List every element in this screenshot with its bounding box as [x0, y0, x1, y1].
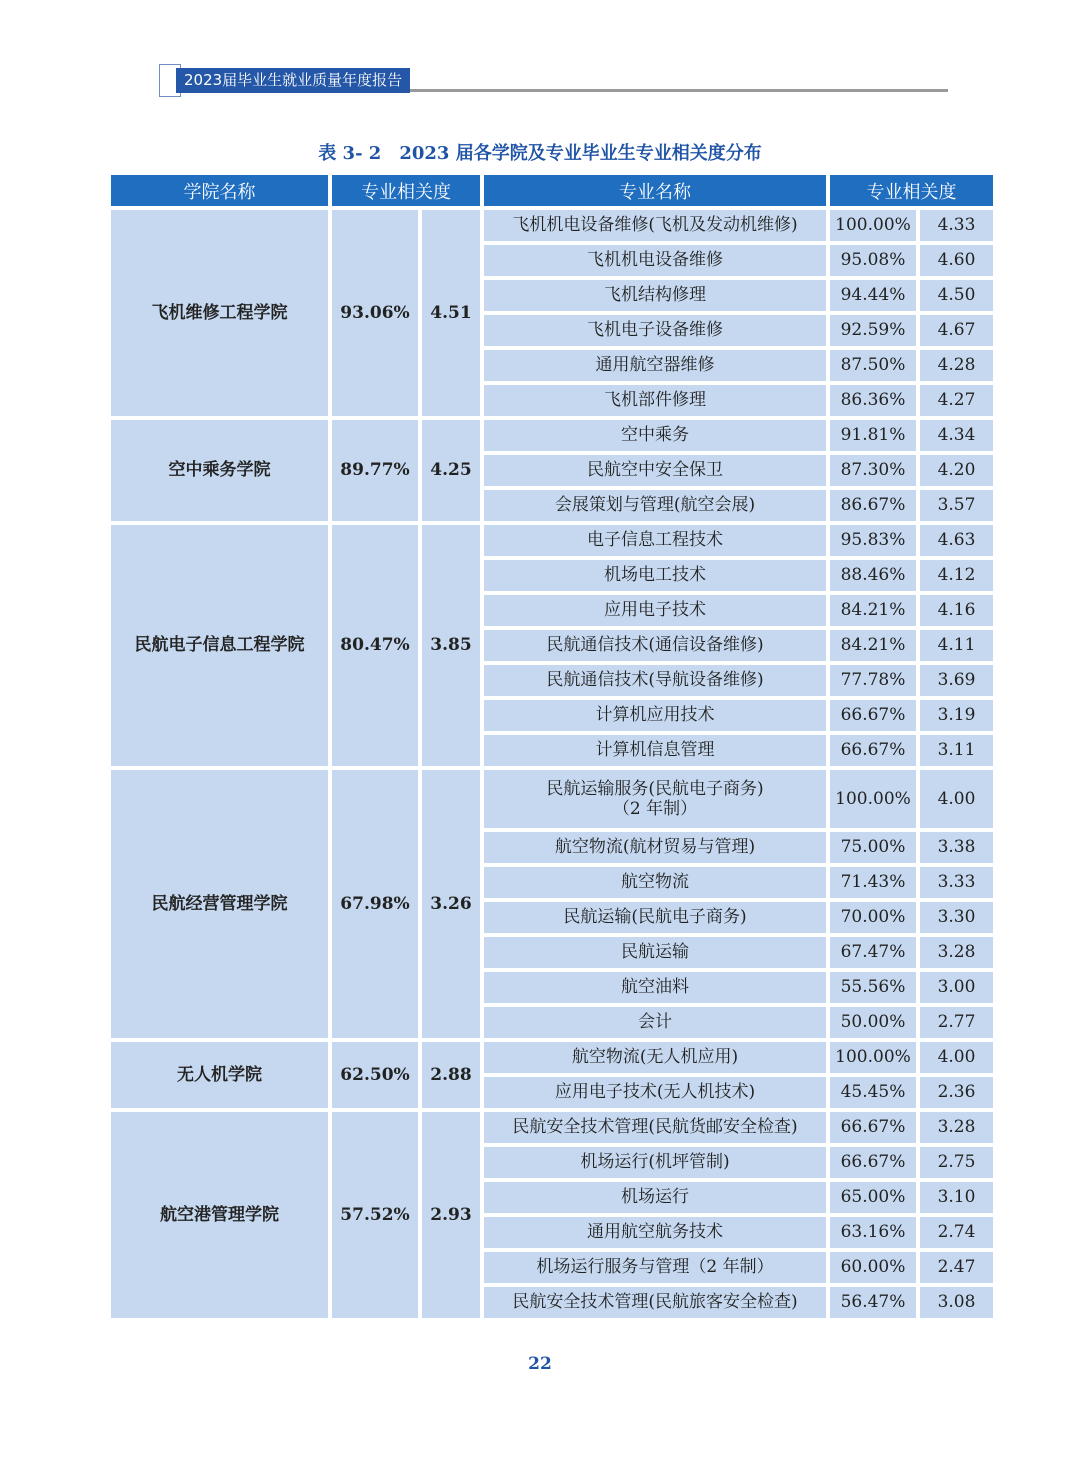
major-relevance-percent: 60.00%	[830, 1252, 916, 1283]
college-relevance-score: 4.25	[422, 420, 480, 521]
relevance-table	[107, 171, 997, 1322]
major-relevance-percent: 95.08%	[830, 245, 916, 276]
major-relevance-score: 3.00	[920, 972, 993, 1003]
major-relevance-percent: 86.36%	[830, 385, 916, 416]
table-row	[111, 210, 993, 241]
major-relevance-score: 4.12	[920, 560, 993, 591]
header-major-relevance: 专业相关度	[830, 175, 993, 206]
table-title: 表 3- 2 2023 届各学院及专业毕业生专业相关度分布	[318, 143, 762, 164]
major-relevance-score: 2.47	[920, 1252, 993, 1283]
major-relevance-percent: 75.00%	[830, 832, 916, 863]
major-relevance-score: 4.27	[920, 385, 993, 416]
major-relevance-score: 4.00	[920, 770, 993, 828]
major-relevance-percent: 50.00%	[830, 1007, 916, 1038]
header-major: 专业名称	[484, 175, 826, 206]
major-relevance-percent: 84.21%	[830, 630, 916, 661]
major-name: 飞机机电设备维修	[484, 245, 826, 276]
major-relevance-percent: 66.67%	[830, 1147, 916, 1178]
college-relevance-percent: 62.50%	[332, 1042, 418, 1108]
major-name: 民航安全技术管理(民航旅客安全检查)	[484, 1287, 826, 1318]
major-relevance-percent: 55.56%	[830, 972, 916, 1003]
major-relevance-score: 2.74	[920, 1217, 993, 1248]
major-name: 计算机信息管理	[484, 735, 826, 766]
major-name: 会展策划与管理(航空会展)	[484, 490, 826, 521]
major-name: 空中乘务	[484, 420, 826, 451]
major-name-line1: 民航运输服务(民航电子商务)	[546, 778, 764, 799]
header-college: 学院名称	[111, 175, 328, 206]
page-number: 22	[528, 1354, 552, 1374]
header-college-relevance: 专业相关度	[332, 175, 480, 206]
major-relevance-percent: 65.00%	[830, 1182, 916, 1213]
major-name-line2: （2 年制）	[612, 799, 698, 819]
table-row	[111, 525, 993, 556]
college-relevance-score: 2.93	[422, 1112, 480, 1318]
major-name: 民航运输(民航电子商务)	[484, 902, 826, 933]
major-name: 机场运行	[484, 1182, 826, 1213]
major-name: 航空物流	[484, 867, 826, 898]
major-name: 航空油料	[484, 972, 826, 1003]
major-name: 机场电工技术	[484, 560, 826, 591]
table-header-row	[111, 175, 993, 206]
major-name: 会计	[484, 1007, 826, 1038]
major-name: 机场运行(机坪管制)	[484, 1147, 826, 1178]
major-relevance-score: 3.28	[920, 937, 993, 968]
major-name: 通用航空器维修	[484, 350, 826, 381]
major-relevance-percent: 100.00%	[830, 210, 916, 241]
major-name: 飞机机电设备维修(飞机及发动机维修)	[484, 210, 826, 241]
college-relevance-score: 3.26	[422, 770, 480, 1038]
major-relevance-percent: 66.67%	[830, 1112, 916, 1143]
major-relevance-score: 4.28	[920, 350, 993, 381]
major-name: 飞机部件修理	[484, 385, 826, 416]
major-relevance-percent: 70.00%	[830, 902, 916, 933]
major-relevance-score: 3.28	[920, 1112, 993, 1143]
major-relevance-score: 2.75	[920, 1147, 993, 1178]
major-relevance-score: 3.57	[920, 490, 993, 521]
major-relevance-score: 3.69	[920, 665, 993, 696]
major-relevance-percent: 87.30%	[830, 455, 916, 486]
table-row	[111, 770, 993, 828]
college-name: 航空港管理学院	[111, 1112, 328, 1318]
major-name: 应用电子技术(无人机技术)	[484, 1077, 826, 1108]
table-row	[111, 1112, 993, 1143]
major-relevance-score: 4.33	[920, 210, 993, 241]
major-name: 民航通信技术(导航设备维修)	[484, 665, 826, 696]
college-relevance-score: 2.88	[422, 1042, 480, 1108]
major-relevance-score: 4.20	[920, 455, 993, 486]
major-relevance-score: 4.67	[920, 315, 993, 346]
major-relevance-score: 4.16	[920, 595, 993, 626]
major-name	[484, 770, 826, 828]
major-relevance-percent: 87.50%	[830, 350, 916, 381]
major-name: 民航运输	[484, 937, 826, 968]
college-relevance-percent: 57.52%	[332, 1112, 418, 1318]
major-name: 航空物流(无人机应用)	[484, 1042, 826, 1073]
major-name: 通用航空航务技术	[484, 1217, 826, 1248]
college-relevance-percent: 89.77%	[332, 420, 418, 521]
major-relevance-percent: 92.59%	[830, 315, 916, 346]
major-relevance-percent: 95.83%	[830, 525, 916, 556]
major-relevance-score: 2.36	[920, 1077, 993, 1108]
major-relevance-score: 3.11	[920, 735, 993, 766]
major-relevance-percent: 56.47%	[830, 1287, 916, 1318]
major-relevance-percent: 66.67%	[830, 700, 916, 731]
major-relevance-percent: 100.00%	[830, 1042, 916, 1073]
college-relevance-percent: 67.98%	[332, 770, 418, 1038]
major-relevance-score: 4.50	[920, 280, 993, 311]
major-relevance-percent: 88.46%	[830, 560, 916, 591]
major-relevance-score: 4.00	[920, 1042, 993, 1073]
major-name: 电子信息工程技术	[484, 525, 826, 556]
major-name: 民航空中安全保卫	[484, 455, 826, 486]
college-name: 民航经营管理学院	[111, 770, 328, 1038]
major-relevance-percent: 94.44%	[830, 280, 916, 311]
college-name: 空中乘务学院	[111, 420, 328, 521]
major-relevance-score: 4.60	[920, 245, 993, 276]
table-body	[111, 210, 993, 1318]
major-relevance-percent: 86.67%	[830, 490, 916, 521]
table-row	[111, 1042, 993, 1073]
major-name: 计算机应用技术	[484, 700, 826, 731]
major-relevance-score: 4.34	[920, 420, 993, 451]
major-relevance-score: 3.19	[920, 700, 993, 731]
major-name: 飞机电子设备维修	[484, 315, 826, 346]
major-relevance-percent: 71.43%	[830, 867, 916, 898]
major-relevance-score: 2.77	[920, 1007, 993, 1038]
major-relevance-score: 3.30	[920, 902, 993, 933]
major-relevance-score: 3.33	[920, 867, 993, 898]
major-name: 机场运行服务与管理（2 年制）	[484, 1252, 826, 1283]
major-name: 民航通信技术(通信设备维修)	[484, 630, 826, 661]
major-relevance-percent: 45.45%	[830, 1077, 916, 1108]
college-relevance-percent: 80.47%	[332, 525, 418, 766]
major-relevance-percent: 84.21%	[830, 595, 916, 626]
major-relevance-score: 4.11	[920, 630, 993, 661]
college-relevance-score: 3.85	[422, 525, 480, 766]
college-relevance-percent: 93.06%	[332, 210, 418, 416]
major-name: 民航安全技术管理(民航货邮安全检查)	[484, 1112, 826, 1143]
major-name: 应用电子技术	[484, 595, 826, 626]
major-relevance-score: 3.38	[920, 832, 993, 863]
college-name: 民航电子信息工程学院	[111, 525, 328, 766]
major-name: 航空物流(航材贸易与管理)	[484, 832, 826, 863]
major-relevance-score: 4.63	[920, 525, 993, 556]
report-header-title: 2023届毕业生就业质量年度报告	[176, 68, 410, 93]
major-relevance-percent: 77.78%	[830, 665, 916, 696]
major-relevance-percent: 100.00%	[830, 770, 916, 828]
college-name: 无人机学院	[111, 1042, 328, 1108]
major-relevance-score: 3.10	[920, 1182, 993, 1213]
major-relevance-score: 3.08	[920, 1287, 993, 1318]
table-row	[111, 420, 993, 451]
header-rule	[410, 89, 948, 92]
college-relevance-score: 4.51	[422, 210, 480, 416]
major-relevance-percent: 67.47%	[830, 937, 916, 968]
major-relevance-percent: 91.81%	[830, 420, 916, 451]
major-relevance-percent: 63.16%	[830, 1217, 916, 1248]
major-relevance-percent: 66.67%	[830, 735, 916, 766]
college-name: 飞机维修工程学院	[111, 210, 328, 416]
major-name: 飞机结构修理	[484, 280, 826, 311]
